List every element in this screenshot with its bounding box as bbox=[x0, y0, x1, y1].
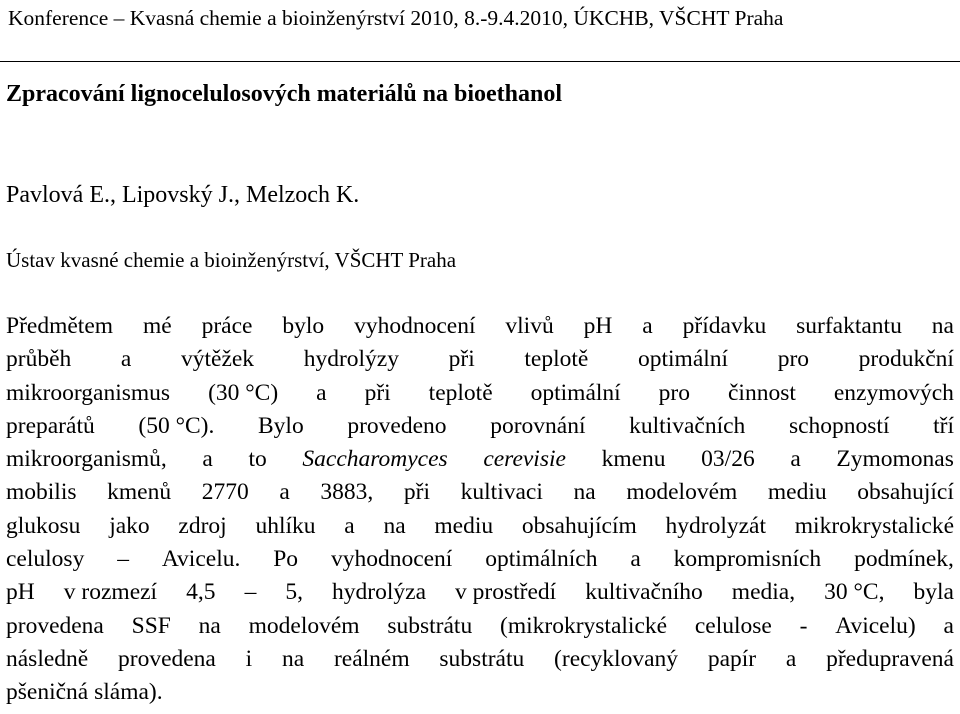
abstract-word: provedena bbox=[118, 645, 216, 672]
abstract-word: Předmětem bbox=[6, 313, 114, 339]
abstract-word: výtěžek bbox=[180, 346, 255, 373]
abstract-word: podmínek, bbox=[854, 546, 954, 573]
abstract-word: přídavku bbox=[682, 313, 767, 339]
abstract-word: v prostředí bbox=[455, 579, 557, 606]
abstract-word: uhlíku bbox=[255, 512, 316, 539]
abstract-word: na bbox=[281, 645, 305, 672]
abstract-word: glukosu bbox=[6, 512, 81, 539]
abstract-word: 2770 bbox=[201, 479, 249, 506]
abstract-word: surfaktantu bbox=[796, 313, 902, 339]
abstract-word: a bbox=[790, 446, 801, 473]
abstract-word: i bbox=[245, 645, 253, 672]
abstract-word: – bbox=[244, 579, 257, 606]
abstract-word: 5, bbox=[285, 579, 303, 606]
abstract-word: kultivačního bbox=[585, 579, 703, 606]
abstract-body bbox=[6, 310, 954, 710]
abstract-word: na bbox=[383, 512, 406, 539]
abstract-word: na bbox=[573, 479, 596, 506]
abstract-line bbox=[6, 543, 954, 576]
abstract-word: 30 °C, bbox=[824, 579, 885, 606]
abstract-word: Po bbox=[273, 546, 299, 573]
abstract-word: průběh bbox=[6, 346, 72, 373]
abstract-word: Bylo bbox=[258, 412, 304, 439]
abstract-word: a bbox=[642, 313, 653, 339]
abstract-word: pH bbox=[6, 579, 35, 606]
abstract-word: celulose bbox=[694, 612, 772, 639]
abstract-line bbox=[6, 476, 954, 509]
abstract-line bbox=[6, 576, 954, 609]
abstract-word: kultivaci bbox=[460, 479, 543, 506]
abstract-word: 4,5 bbox=[186, 579, 216, 606]
abstract-line bbox=[6, 510, 954, 543]
abstract-line bbox=[6, 610, 954, 643]
abstract-word: a bbox=[344, 512, 355, 539]
abstract-word: 3883, bbox=[320, 479, 374, 506]
abstract-word: jako bbox=[109, 512, 150, 539]
abstract-word: předupravená bbox=[826, 645, 954, 672]
abstract-word: (mikrokrystalické bbox=[500, 612, 668, 639]
abstract-word: hydrolýzy bbox=[303, 346, 399, 373]
abstract-word: mé bbox=[142, 313, 172, 339]
header-divider bbox=[0, 61, 960, 62]
abstract-word: (50 °C). bbox=[138, 412, 215, 439]
abstract-word: na bbox=[198, 612, 221, 639]
abstract-line bbox=[6, 643, 954, 676]
abstract-word: - bbox=[799, 612, 808, 639]
abstract-word: papír bbox=[707, 645, 757, 672]
abstract-word: práce bbox=[201, 313, 253, 339]
abstract-word: obsahujícím bbox=[521, 512, 637, 539]
abstract-word: bylo bbox=[282, 313, 325, 339]
abstract-word: to bbox=[248, 446, 267, 473]
abstract-line bbox=[6, 343, 954, 376]
abstract-word: Avicelu. bbox=[161, 546, 241, 573]
abstract-word: mikrokrystalické bbox=[794, 512, 954, 539]
abstract-word: a bbox=[202, 446, 213, 473]
conference-header: Konference – Kvasná chemie a bioinženýrství 2010, 8.-9.4.2010, ÚKCHB, VŠCHT Praha bbox=[8, 6, 784, 30]
abstract-word: a bbox=[120, 346, 132, 373]
abstract-word: a bbox=[785, 645, 797, 672]
abstract-word: optimálních bbox=[485, 546, 598, 573]
abstract-word: optimální bbox=[637, 346, 729, 373]
abstract-word: mediu bbox=[767, 479, 827, 506]
abstract-word: teplotě bbox=[524, 346, 589, 373]
abstract-word: činnost bbox=[727, 379, 796, 406]
abstract-line bbox=[6, 377, 954, 410]
abstract-line bbox=[6, 676, 954, 709]
abstract-word: tří bbox=[933, 412, 954, 439]
abstract-word: a bbox=[316, 379, 327, 406]
abstract-word: a bbox=[630, 546, 641, 573]
abstract-word: hydrolyzát bbox=[665, 512, 767, 539]
abstract-line bbox=[6, 310, 954, 343]
abstract-word: pH bbox=[583, 313, 613, 339]
abstract-word: modelovém bbox=[626, 479, 738, 506]
abstract-word: substrátu bbox=[439, 645, 525, 672]
abstract-word: kultivačních bbox=[629, 412, 746, 439]
abstract-word: (recyklovaný bbox=[554, 645, 679, 672]
abstract-word: optimální bbox=[530, 379, 621, 406]
abstract-word: při bbox=[403, 479, 431, 506]
abstract-word: 03/26 bbox=[701, 446, 755, 473]
abstract-word: hydrolýza bbox=[332, 579, 426, 606]
abstract-word: kmenů bbox=[107, 479, 172, 506]
author-list: Pavlová E., Lipovský J., Melzoch K. bbox=[6, 182, 360, 208]
abstract-word: SSF bbox=[131, 612, 171, 639]
abstract-word: porovnání bbox=[490, 412, 586, 439]
abstract-word: při bbox=[364, 379, 391, 406]
abstract-word: substrátu bbox=[387, 612, 473, 639]
abstract-word: provedeno bbox=[347, 412, 447, 439]
affiliation: Ústav kvasné chemie a bioinženýrství, VŠCHT Praha bbox=[6, 248, 457, 272]
abstract-word: celulosy bbox=[6, 546, 85, 573]
abstract-word: mikroorganismů, bbox=[6, 446, 167, 473]
abstract-word: pro bbox=[658, 379, 690, 406]
abstract-word: modelovém bbox=[248, 612, 360, 639]
abstract-word: vlivů bbox=[505, 313, 554, 339]
abstract-word: (30 °C) bbox=[208, 379, 279, 406]
abstract-word: provedena bbox=[6, 612, 104, 639]
abstract-word: na bbox=[931, 313, 954, 339]
abstract-word: Saccharomyces bbox=[302, 446, 448, 473]
abstract-word: kompromisních bbox=[673, 546, 822, 573]
abstract-word: obsahující bbox=[857, 479, 954, 506]
abstract-word: vyhodnocení bbox=[330, 546, 453, 573]
abstract-word: následně bbox=[6, 645, 89, 672]
abstract-word: pro bbox=[777, 346, 810, 373]
abstract-word: produkční bbox=[858, 346, 954, 373]
abstract-word: cerevisie bbox=[483, 446, 566, 473]
abstract-word: mikroorganismus bbox=[6, 379, 171, 406]
abstract-line bbox=[6, 410, 954, 443]
abstract-word: teplotě bbox=[428, 379, 493, 406]
abstract-line bbox=[6, 443, 954, 476]
abstract-word: v rozmezí bbox=[63, 579, 158, 606]
abstract-word: preparátů bbox=[6, 412, 95, 439]
abstract-word: zdroj bbox=[178, 512, 227, 539]
abstract-word: mediu bbox=[434, 512, 494, 539]
abstract-word: byla bbox=[913, 579, 954, 606]
abstract-word: Zymomonas bbox=[836, 446, 954, 473]
abstract-word: schopností bbox=[788, 412, 890, 439]
abstract-word: enzymových bbox=[833, 379, 954, 406]
paper-title: Zpracování lignocelulosových materiálů na bioethanol bbox=[6, 81, 563, 107]
abstract-word: vyhodnocení bbox=[354, 313, 476, 339]
abstract-word: a bbox=[943, 612, 954, 639]
abstract-word: mobilis bbox=[6, 479, 77, 506]
abstract-word: media, bbox=[731, 579, 796, 606]
abstract-word: při bbox=[448, 346, 475, 373]
abstract-word: – bbox=[117, 546, 129, 573]
abstract-word: kmenu bbox=[601, 446, 666, 473]
abstract-word: a bbox=[279, 479, 290, 506]
abstract-word: reálném bbox=[333, 645, 410, 672]
abstract-word: pšeničná sláma). bbox=[6, 679, 163, 706]
abstract-word: Avicelu) bbox=[835, 612, 916, 639]
